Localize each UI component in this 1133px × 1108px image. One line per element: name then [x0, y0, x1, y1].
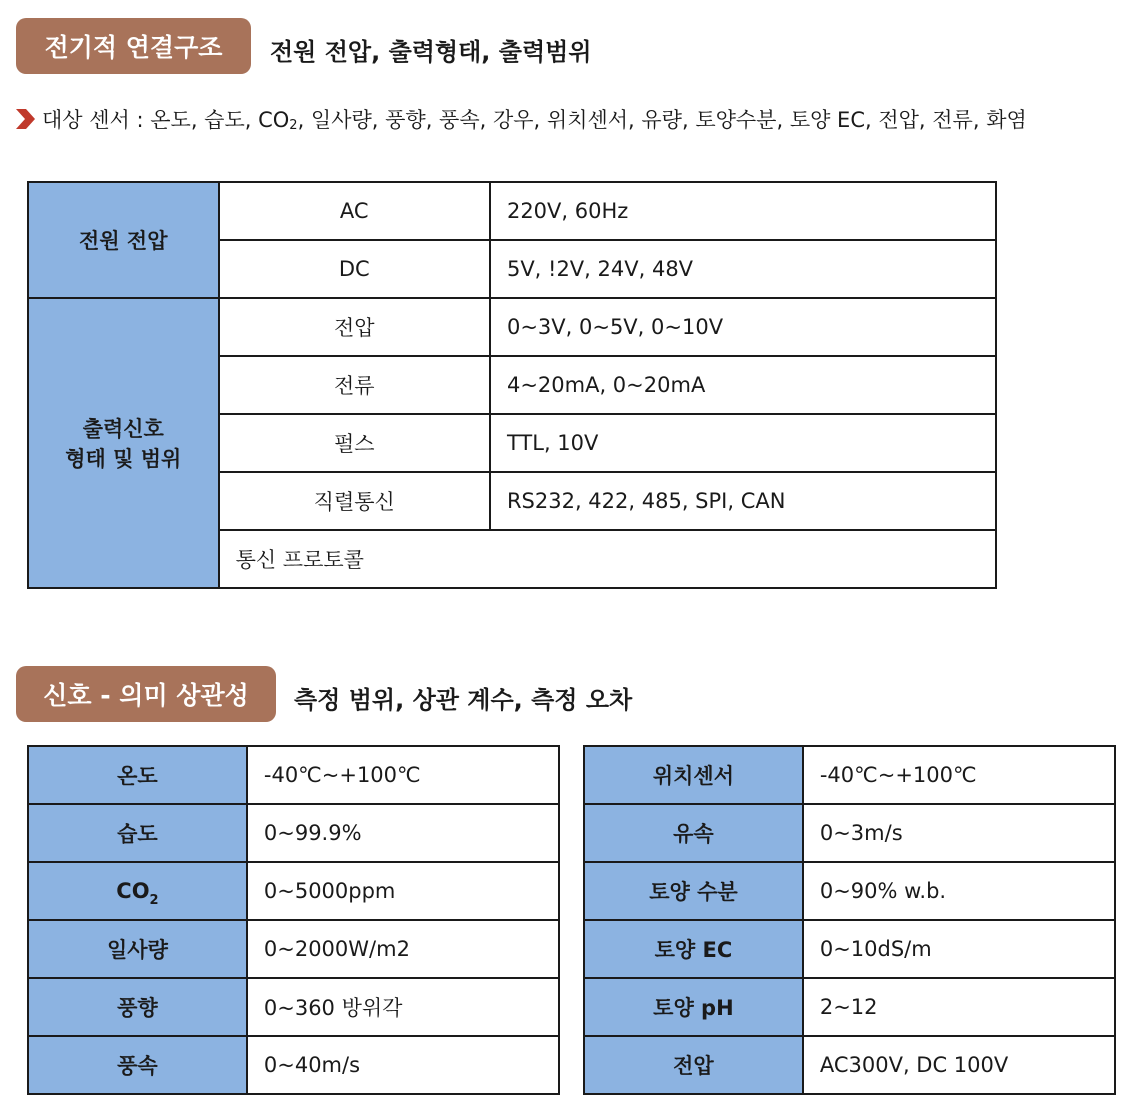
- power-type-dc: DC: [219, 240, 490, 298]
- sensor-range: 0~3m/s: [803, 804, 1115, 862]
- sensor-name: 위치센서: [584, 746, 803, 804]
- sensor-range: 0~2000W/m2: [247, 920, 559, 978]
- sensor-range: 0~10dS/m: [803, 920, 1115, 978]
- sensor-range: 0~99.9%: [247, 804, 559, 862]
- sensor-name-co2: [28, 862, 247, 920]
- sensor-range: 0~40m/s: [247, 1036, 559, 1094]
- output-type-serial: 직렬통신: [219, 472, 490, 530]
- section1-heading: 전원 전압, 출력형태, 출력범위: [270, 38, 592, 66]
- sensor-list-prefix: 대상 센서 : 온도, 습도, CO: [42, 108, 290, 132]
- sensor-name: 전압: [584, 1036, 803, 1094]
- sensor-range: 0~90% w.b.: [803, 862, 1115, 920]
- co2-subscript: 2: [149, 893, 159, 908]
- section2-badge: 신호 - 의미 상관성: [16, 666, 276, 722]
- sensor-name: 온도: [28, 746, 247, 804]
- sensor-range: AC300V, DC 100V: [803, 1036, 1115, 1094]
- sensor-list-suffix: , 일사량, 풍향, 풍속, 강우, 위치센서, 유량, 토양수분, 토양 EC, 전압, 전류, 화염: [297, 108, 1027, 132]
- protocol-row: 통신 프로토콜: [219, 530, 996, 588]
- sensor-range: -40℃~+100℃: [803, 746, 1115, 804]
- power-type-ac: AC: [219, 182, 490, 240]
- power-value-ac: 220V, 60Hz: [490, 182, 996, 240]
- output-value-serial: RS232, 422, 485, SPI, CAN: [490, 472, 996, 530]
- output-header-line1: 출력신호: [82, 417, 164, 441]
- sensor-range: 2~12: [803, 978, 1115, 1036]
- output-type-pulse: 펄스: [219, 414, 490, 472]
- co2-label: CO: [116, 879, 150, 903]
- sensor-name: 풍향: [28, 978, 247, 1036]
- electrical-table: [27, 181, 997, 589]
- sensor-name: 토양 EC: [584, 920, 803, 978]
- output-value-voltage: 0~3V, 0~5V, 0~10V: [490, 298, 996, 356]
- sensor-list-subscript: 2: [289, 117, 298, 133]
- sensor-list: [14, 104, 1027, 134]
- sensor-name: 풍속: [28, 1036, 247, 1094]
- sensor-name: 습도: [28, 804, 247, 862]
- sensor-name: 토양 pH: [584, 978, 803, 1036]
- chevron-right-icon: [14, 107, 36, 131]
- output-type-current: 전류: [219, 356, 490, 414]
- power-voltage-header: 전원 전압: [28, 182, 219, 298]
- power-value-dc: 5V, !2V, 24V, 48V: [490, 240, 996, 298]
- sensor-range: -40℃~+100℃: [247, 746, 559, 804]
- sensor-name: 토양 수분: [584, 862, 803, 920]
- measurement-table-left: [27, 745, 560, 1095]
- output-type-voltage: 전압: [219, 298, 490, 356]
- output-signal-header: [28, 298, 219, 588]
- sensor-range: 0~360 방위각: [247, 978, 559, 1036]
- measurement-table-right: [583, 745, 1116, 1095]
- section2-heading: 측정 범위, 상관 계수, 측정 오차: [294, 686, 633, 714]
- output-value-pulse: TTL, 10V: [490, 414, 996, 472]
- sensor-name: 유속: [584, 804, 803, 862]
- sensor-name: 일사량: [28, 920, 247, 978]
- sensor-range: 0~5000ppm: [247, 862, 559, 920]
- section1-badge: 전기적 연결구조: [16, 18, 251, 74]
- output-value-current: 4~20mA, 0~20mA: [490, 356, 996, 414]
- output-header-line2: 형태 및 범위: [65, 447, 182, 471]
